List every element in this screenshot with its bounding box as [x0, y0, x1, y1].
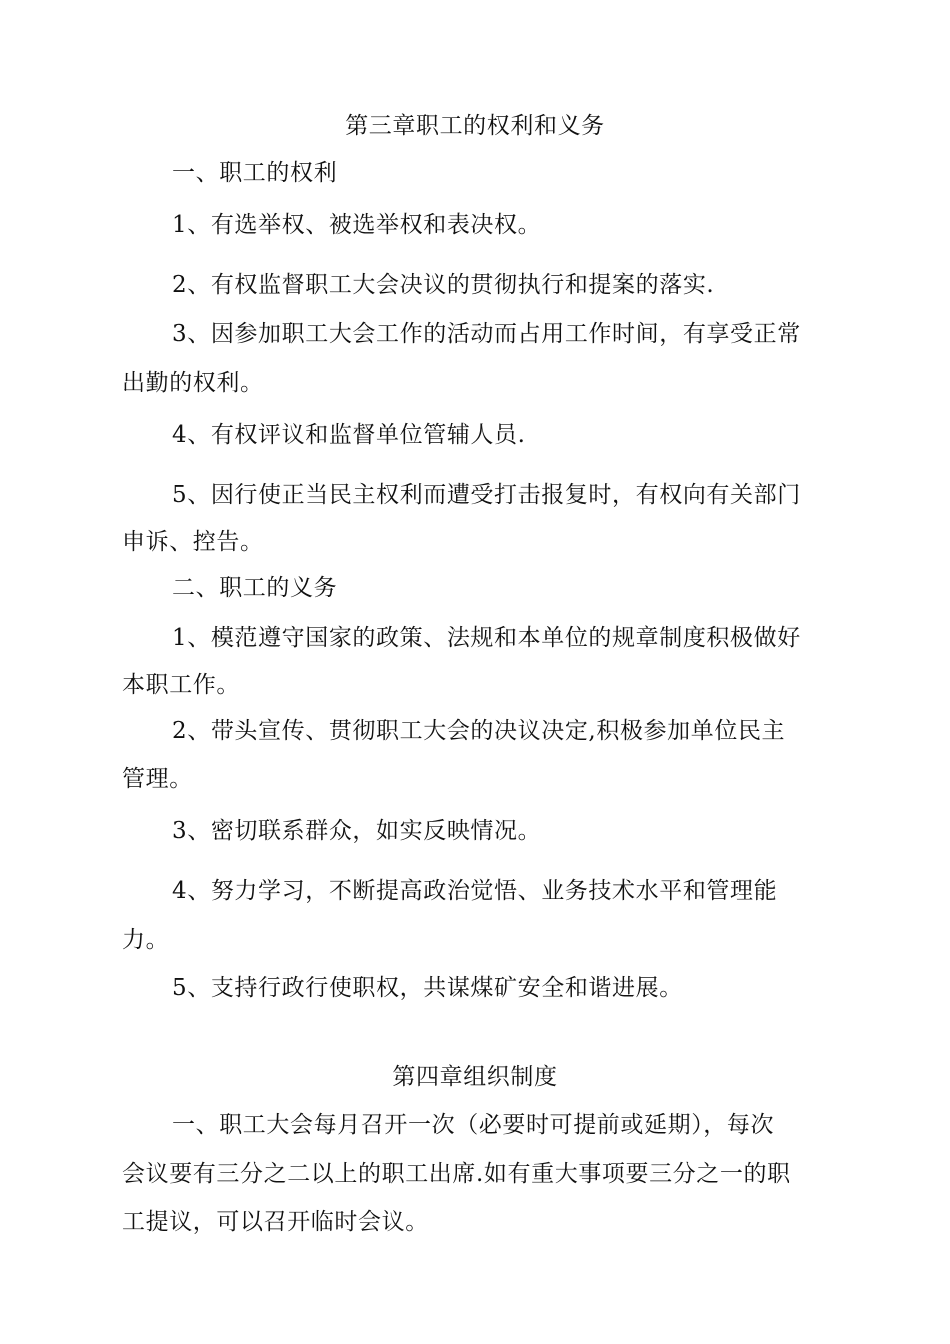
rights-item-5-cont: 申诉、控告。 [122, 529, 264, 555]
organization-paragraph-1-line-3: 工提议，可以召开临时会议。 [122, 1209, 429, 1235]
rights-item-5: 5、因行使正当民主权利而遭受打击报复时，有权向有关部门 [172, 482, 801, 508]
organization-paragraph-1: 一、职工大会每月召开一次（必要时可提前或延期），每次 [172, 1112, 775, 1138]
duties-item-2-cont: 管理。 [122, 766, 193, 792]
chapter-4-title: 第四章组织制度 [392, 1064, 558, 1090]
duties-item-2: 2、带头宣传、贯彻职工大会的决议决定,积极参加单位民主 [172, 718, 786, 744]
duties-item-4: 4、努力学习，不断提高政治觉悟、业务技术水平和管理能 [172, 878, 778, 904]
chapter-3-title: 第三章职工的权利和义务 [345, 113, 605, 139]
duties-item-4-cont: 力。 [122, 927, 170, 953]
rights-item-2: 2、有权监督职工大会决议的贯彻执行和提案的落实. [172, 272, 715, 298]
organization-paragraph-1-line-2: 会议要有三分之二以上的职工出席.如有重大事项要三分之一的职 [122, 1161, 791, 1187]
duties-item-1: 1、模范遵守国家的政策、法规和本单位的规章制度积极做好 [172, 625, 801, 651]
rights-item-4: 4、有权评议和监督单位管辅人员. [172, 422, 526, 448]
duties-item-5: 5、支持行政行使职权，共谋煤矿安全和谐进展。 [172, 975, 683, 1001]
rights-item-3-cont: 出勤的权利。 [122, 370, 264, 396]
duties-item-3: 3、密切联系群众，如实反映情况。 [172, 818, 542, 844]
rights-item-3: 3、因参加职工大会工作的活动而占用工作时间，有享受正常 [172, 321, 801, 347]
duties-heading: 二、职工的义务 [172, 575, 338, 601]
rights-heading: 一、职工的权利 [172, 160, 338, 186]
rights-item-1: 1、有选举权、被选举权和表决权。 [172, 212, 542, 238]
duties-item-1-cont: 本职工作。 [122, 672, 240, 698]
